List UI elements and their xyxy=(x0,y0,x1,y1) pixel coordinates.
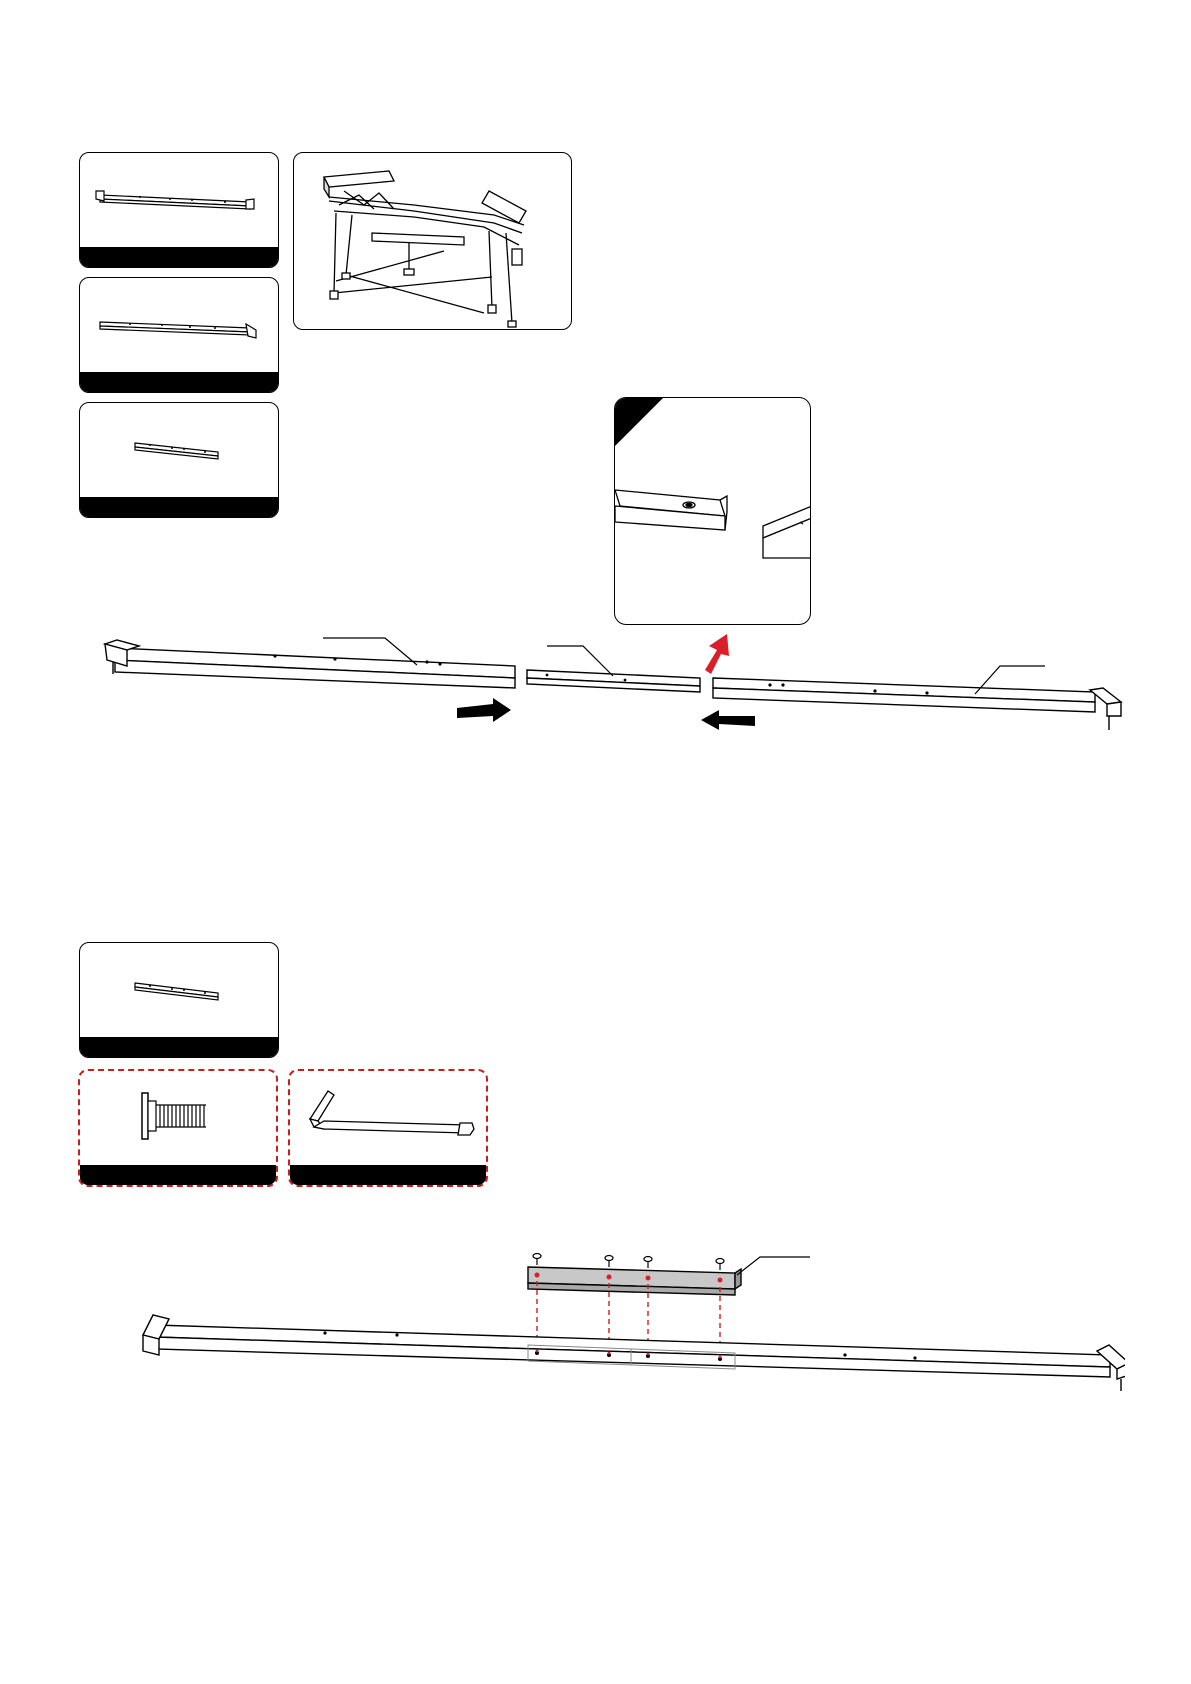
plate-bolting-icon xyxy=(135,1245,1125,1445)
hex-key-icon xyxy=(290,1071,488,1167)
bar-end-detail-icon xyxy=(615,398,811,625)
right-crossbar-icon xyxy=(80,153,279,249)
part-label-bar xyxy=(80,1165,276,1185)
part-label-bar xyxy=(80,1037,278,1057)
left-crossbar-icon xyxy=(80,278,279,374)
part-label-bar xyxy=(80,372,278,392)
arrow-right-icon xyxy=(457,698,511,722)
part-panel-connector-plate xyxy=(79,402,279,518)
connector-plate-icon xyxy=(80,943,279,1039)
part-panel-right-crossbar xyxy=(79,152,279,268)
part-panel-left-crossbar xyxy=(79,277,279,393)
arrow-left-icon xyxy=(701,710,755,730)
bolt-icon xyxy=(80,1071,278,1167)
hardware-panel-bolt xyxy=(78,1069,278,1187)
workbench-overview-icon xyxy=(294,153,572,330)
red-up-arrow-icon xyxy=(705,634,729,674)
leader-line xyxy=(737,1257,810,1275)
part-label-bar xyxy=(80,247,278,267)
workbench-overview-panel xyxy=(293,152,572,330)
connector-plate-icon xyxy=(80,403,279,499)
hardware-panel-hex-key xyxy=(288,1069,488,1187)
part-label-bar xyxy=(290,1165,486,1185)
corner-tab xyxy=(615,398,663,446)
crossbar-alignment-icon xyxy=(95,630,1145,740)
bar-end-detail-panel xyxy=(614,397,811,625)
part-label-bar xyxy=(80,497,278,517)
part-panel-connector-plate-2 xyxy=(79,942,279,1058)
